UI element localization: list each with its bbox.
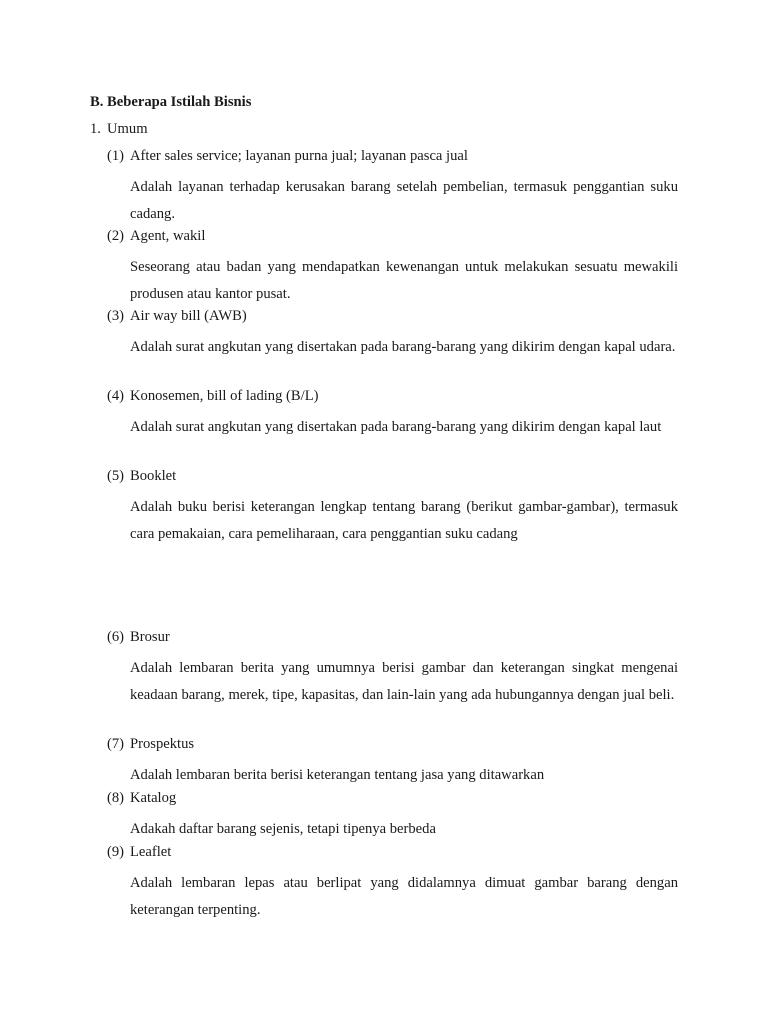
term-number: (5) [107, 468, 125, 484]
term-title [107, 307, 247, 325]
term-number: (6) [107, 629, 125, 645]
term-description: Adalah lembaran lepas atau berlipat yang didalamnya dimuat gambar barang dengan keterangan terpenting. [130, 875, 678, 918]
section-heading: B. Beberapa Istilah Bisnis [90, 94, 252, 110]
term-description: Adalah lembaran berita berisi keterangan tentang jasa yang ditawarkan [130, 767, 545, 783]
term-number: (8) [107, 790, 125, 806]
term-name: Leaflet [130, 844, 172, 860]
term-name: Konosemen, bill of lading (B/L) [130, 388, 319, 404]
term-title [107, 147, 468, 165]
term-name: Agent, wakil [130, 228, 206, 244]
term-number: (2) [107, 228, 125, 244]
term-name: Booklet [130, 468, 177, 484]
term-title [107, 735, 194, 753]
term-number: (4) [107, 388, 125, 404]
term-name: After sales service; layanan purna jual; layanan pasca jual [130, 148, 468, 164]
term-description: Adakah daftar barang sejenis, tetapi tipenya berbeda [130, 821, 436, 837]
term-name: Katalog [130, 790, 177, 806]
term-name: Prospektus [130, 736, 195, 752]
term-title [107, 467, 176, 485]
term-number: (9) [107, 844, 125, 860]
term-number: (3) [107, 308, 125, 324]
term-description: Adalah surat angkutan yang disertakan pada barang-barang yang dikirim dengan kapal udara. [130, 339, 676, 355]
term-number: (7) [107, 736, 125, 752]
term-title [107, 227, 205, 245]
term-title [107, 843, 171, 861]
term-title [107, 387, 318, 405]
term-number: (1) [107, 148, 125, 164]
term-name: Brosur [130, 629, 170, 645]
term-description: Adalah layanan terhadap kerusakan barang setelah pembelian, termasuk penggantian suku cadang. [130, 179, 678, 222]
term-name: Air way bill (AWB) [130, 308, 247, 324]
subsection-label: Umum [107, 121, 148, 137]
term-description: Adalah buku berisi keterangan lengkap tentang barang (berikut gambar-gambar), termasuk cara pemakaian, cara pemeliharaan, cara penggantian suku cadang [130, 499, 678, 542]
term-title [107, 628, 170, 646]
term-title [107, 789, 176, 807]
subsection-title [90, 120, 148, 138]
term-description: Seseorang atau badan yang mendapatkan kewenangan untuk melakukan sesuatu mewakili produsen atau kantor pusat. [130, 259, 678, 302]
term-description: Adalah surat angkutan yang disertakan pada barang-barang yang dikirim dengan kapal laut [130, 419, 662, 435]
subsection-number: 1. [90, 121, 101, 137]
term-description: Adalah lembaran berita yang umumnya berisi gambar dan keterangan singkat mengenai keadaan barang, merek, tipe, kapasitas, dan lain-lain yang ada hubungannya dengan jual beli. [130, 660, 678, 703]
